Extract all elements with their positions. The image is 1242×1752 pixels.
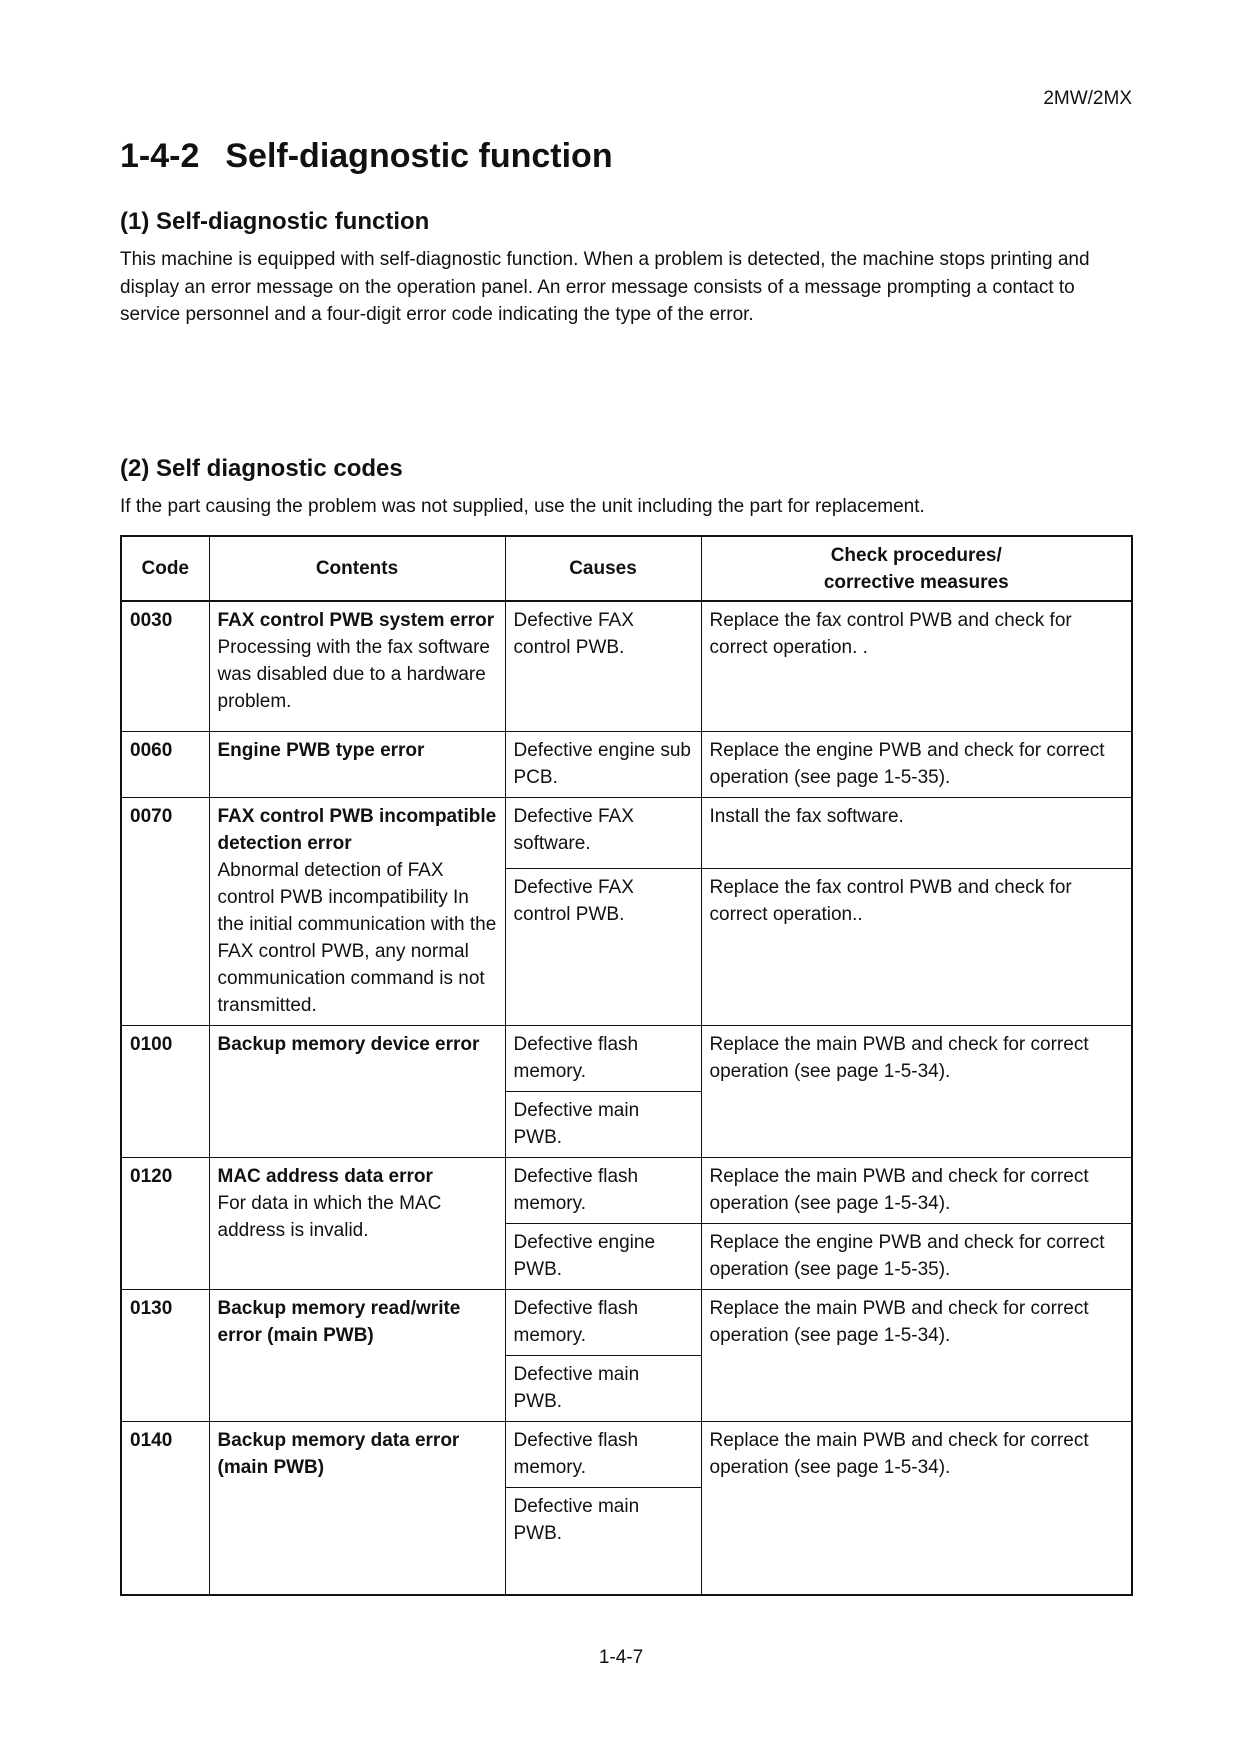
subsection-1-body: This machine is equipped with self-diagnostic function. When a problem is detected, the machine stops printing and display an error message on the operation panel. An error message consists of a message prompting a contact to service personnel and a four-digit error code indicating the type of the error.: [120, 249, 1090, 325]
header-check-line2: corrective measures: [823, 571, 1009, 593]
corrective-measure: Install the fax software.: [701, 797, 1132, 868]
error-cause: Defective flash memory.: [505, 1421, 701, 1487]
header-causes: Causes: [505, 536, 701, 601]
error-title: Backup memory read/write error (main PWB): [217, 1297, 461, 1346]
error-cause: Defective main PWB.: [505, 1355, 701, 1421]
error-contents: [209, 731, 505, 797]
model-header: 2MW/2MX: [1043, 88, 1132, 109]
error-title: Engine PWB type error: [217, 739, 425, 761]
header-check-line1: Check procedures/: [830, 544, 1002, 566]
table-row: [121, 1289, 1132, 1355]
error-description: Processing with the fax software was disabled due to a hardware problem.: [217, 637, 490, 712]
error-contents: [209, 1289, 505, 1421]
subsection-2-title: (2) Self diagnostic codes: [120, 455, 403, 482]
error-title: FAX control PWB incompatible detection error: [217, 805, 497, 854]
corrective-measure: Replace the main PWB and check for correct operation (see page 1-5-34).: [701, 1025, 1132, 1157]
corrective-measure: Replace the main PWB and check for correct operation (see page 1-5-34).: [701, 1289, 1132, 1421]
table-row: [121, 1157, 1132, 1223]
corrective-measure: Replace the main PWB and check for correct operation (see page 1-5-34).: [701, 1421, 1132, 1595]
error-contents: [209, 1157, 505, 1289]
table-row: [121, 1025, 1132, 1091]
corrective-measure: Replace the engine PWB and check for correct operation (see page 1-5-35).: [701, 1223, 1132, 1289]
section-heading: [120, 137, 613, 176]
error-cause: Defective engine PWB.: [505, 1223, 701, 1289]
error-cause: Defective flash memory.: [505, 1289, 701, 1355]
error-code: 0100: [121, 1025, 209, 1157]
error-contents: [209, 601, 505, 731]
error-cause: Defective flash memory.: [505, 1025, 701, 1091]
table-header-row: [121, 536, 1132, 601]
section-number: 1-4-2: [120, 137, 200, 175]
error-title: Backup memory device error: [217, 1033, 480, 1055]
error-cause: Defective main PWB.: [505, 1487, 701, 1595]
corrective-measure: Replace the fax control PWB and check for correct operation..: [701, 868, 1132, 1025]
error-cause: Defective FAX software.: [505, 797, 701, 868]
error-title: FAX control PWB system error: [217, 610, 495, 631]
diagnostic-codes-table: [120, 535, 1133, 1596]
corrective-measure: Replace the fax control PWB and check for correct operation. .: [701, 601, 1132, 731]
section-title: Self-diagnostic function: [225, 137, 613, 175]
error-contents: [209, 1421, 505, 1595]
header-check-procedures: [701, 536, 1132, 601]
table-row: [121, 601, 1132, 731]
table-row: [121, 1421, 1132, 1487]
error-code: 0130: [121, 1289, 209, 1421]
corrective-measure: Replace the main PWB and check for correct operation (see page 1-5-34).: [701, 1157, 1132, 1223]
error-contents: [209, 1025, 505, 1157]
error-description: For data in which the MAC address is invalid.: [217, 1192, 442, 1241]
error-cause: Defective FAX control PWB.: [505, 868, 701, 1025]
error-cause: Defective engine sub PCB.: [505, 731, 701, 797]
error-title: Backup memory data error (main PWB): [217, 1429, 460, 1478]
subsection-2-body: If the part causing the problem was not supplied, use the unit including the part for replacement.: [120, 496, 925, 517]
error-code: 0070: [121, 797, 209, 1025]
header-contents: Contents: [209, 536, 505, 601]
error-title: MAC address data error: [217, 1165, 433, 1187]
subsection-1-title: (1) Self-diagnostic function: [120, 208, 430, 235]
table-row: [121, 797, 1132, 868]
error-code: 0140: [121, 1421, 209, 1595]
header-code: Code: [121, 536, 209, 601]
table-row: [121, 731, 1132, 797]
error-code: 0120: [121, 1157, 209, 1289]
error-code: 0060: [121, 731, 209, 797]
error-cause: Defective main PWB.: [505, 1091, 701, 1157]
error-cause: Defective flash memory.: [505, 1157, 701, 1223]
corrective-measure: Replace the engine PWB and check for correct operation (see page 1-5-35).: [701, 731, 1132, 797]
error-description: Abnormal detection of FAX control PWB incompatibility In the initial communication with the FAX control PWB, any normal communication command is not transmitted.: [217, 859, 497, 1016]
error-code: 0030: [121, 601, 209, 731]
page-number: 1-4-7: [598, 1647, 644, 1668]
error-contents: [209, 797, 505, 1025]
error-cause: Defective FAX control PWB.: [505, 601, 701, 731]
